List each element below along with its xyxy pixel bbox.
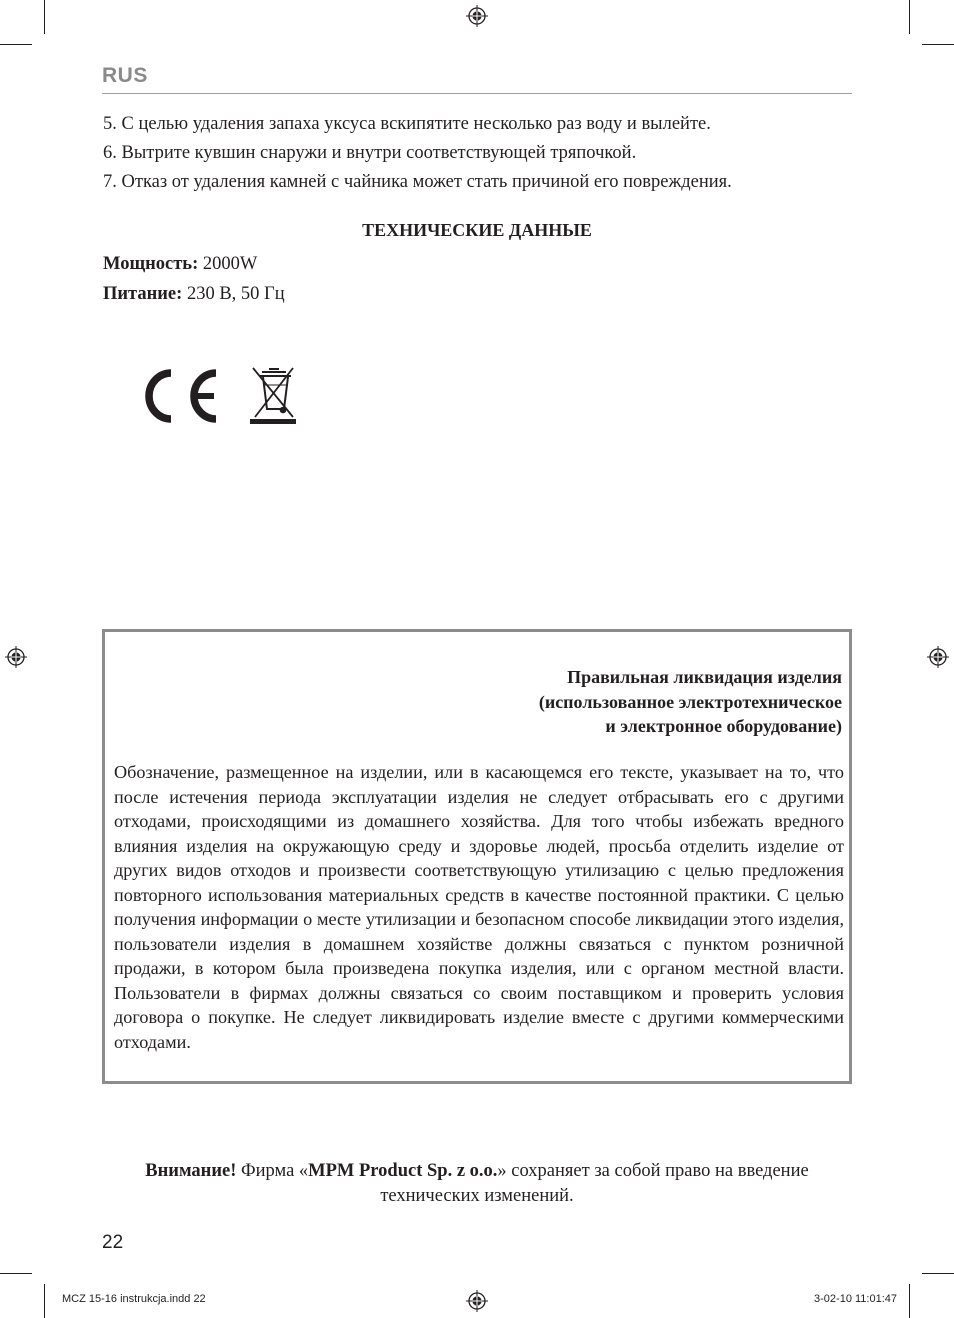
crossed-out-wheelie-bin-icon xyxy=(249,365,299,425)
notice-text: » сохраняет за собой право на введение технических изменений. xyxy=(380,1161,809,1206)
supply-label: Питание: xyxy=(103,284,183,304)
power-value: 2000W xyxy=(202,254,258,274)
ce-mark-icon xyxy=(136,367,220,425)
disposal-heading-line: Правильная ликвидация изделия xyxy=(567,667,842,687)
registration-mark-icon xyxy=(466,1290,488,1312)
supply-value: 230 В, 50 Гц xyxy=(186,284,285,304)
crop-mark-top-left-vertical xyxy=(44,0,45,34)
crop-mark-bottom-right-vertical xyxy=(909,1284,910,1318)
slug-datetime: 3-02-10 11:01:47 xyxy=(814,1293,897,1305)
crop-mark-bottom-left-horizontal xyxy=(0,1273,32,1274)
disposal-body-text: Обозначение, размещенное на изделии, или в касающемся его тексте, указывает на то, что после истечения периода эксплуатации изделия не следует отбрасывать его с другими отходами, происходящими из домашнего хозяйства. Для того чтобы избежать вредного влияния изделия на окружающую среду и здоровье людей, просьба отделить изделие от других видов отходов и произвести соответствующую утилизацию с целью предложения повторного использования материальных средств в качестве постоянной практики. С целью получения информации о месте утилизации и безопасном способе ликвидации этого изделия, пользователи изделия в домашнем хозяйстве должны связаться с пунктом розничной продажи, в котором была произведена покупка изделия, или с органом местной власти. Пользователи в фирмах должны связаться со своим поставщиком и проверить условия договора о покупке. Не следует ликвидировать изделие вместе с другими коммерческими отходами. xyxy=(114,762,844,1053)
manufacturer-notice xyxy=(102,1159,852,1209)
registration-mark-icon xyxy=(927,646,949,668)
power-label: Мощность: xyxy=(103,254,199,274)
registration-mark-icon xyxy=(5,646,27,668)
crop-mark-bottom-left-vertical xyxy=(44,1284,45,1318)
notice-text: Фирма « xyxy=(236,1161,309,1181)
disposal-info-box xyxy=(102,629,852,1084)
slug-file-info: MCZ 15-16 instrukcja.indd 22 xyxy=(62,1293,206,1305)
crop-mark-top-right-horizontal xyxy=(922,44,954,45)
disposal-heading-line: и электронное оборудование) xyxy=(605,716,842,737)
instruction-step: 7. Отказ от удаления камней с чайника может стать причиной его повреждения. xyxy=(103,171,732,192)
crop-mark-top-right-vertical xyxy=(909,0,910,34)
page-number: 22 xyxy=(102,1232,124,1253)
language-code: RUS xyxy=(102,64,148,87)
technical-data-title: ТЕХНИЧЕСКИЕ ДАННЫЕ xyxy=(362,220,592,240)
instruction-step: 5. С целью удаления запаха уксуса вскипятите несколько раз воду и вылейте. xyxy=(103,114,711,134)
notice-label: Внимание! xyxy=(145,1161,237,1181)
crop-mark-top-left-horizontal xyxy=(0,44,32,45)
crop-mark-bottom-right-horizontal xyxy=(922,1273,954,1274)
power-spec xyxy=(103,254,257,275)
instruction-step: 6. Вытрите кувшин снаружи и внутри соответствующей тряпочкой. xyxy=(103,142,637,163)
instruction-list xyxy=(103,110,863,196)
registration-mark-icon xyxy=(466,5,488,27)
header-rule xyxy=(102,93,852,94)
disposal-heading xyxy=(242,665,842,739)
company-name: MPM Product Sp. z o.o. xyxy=(308,1161,498,1181)
disposal-heading-line: (использованное электротехническое xyxy=(538,691,842,712)
supply-spec xyxy=(103,284,285,305)
